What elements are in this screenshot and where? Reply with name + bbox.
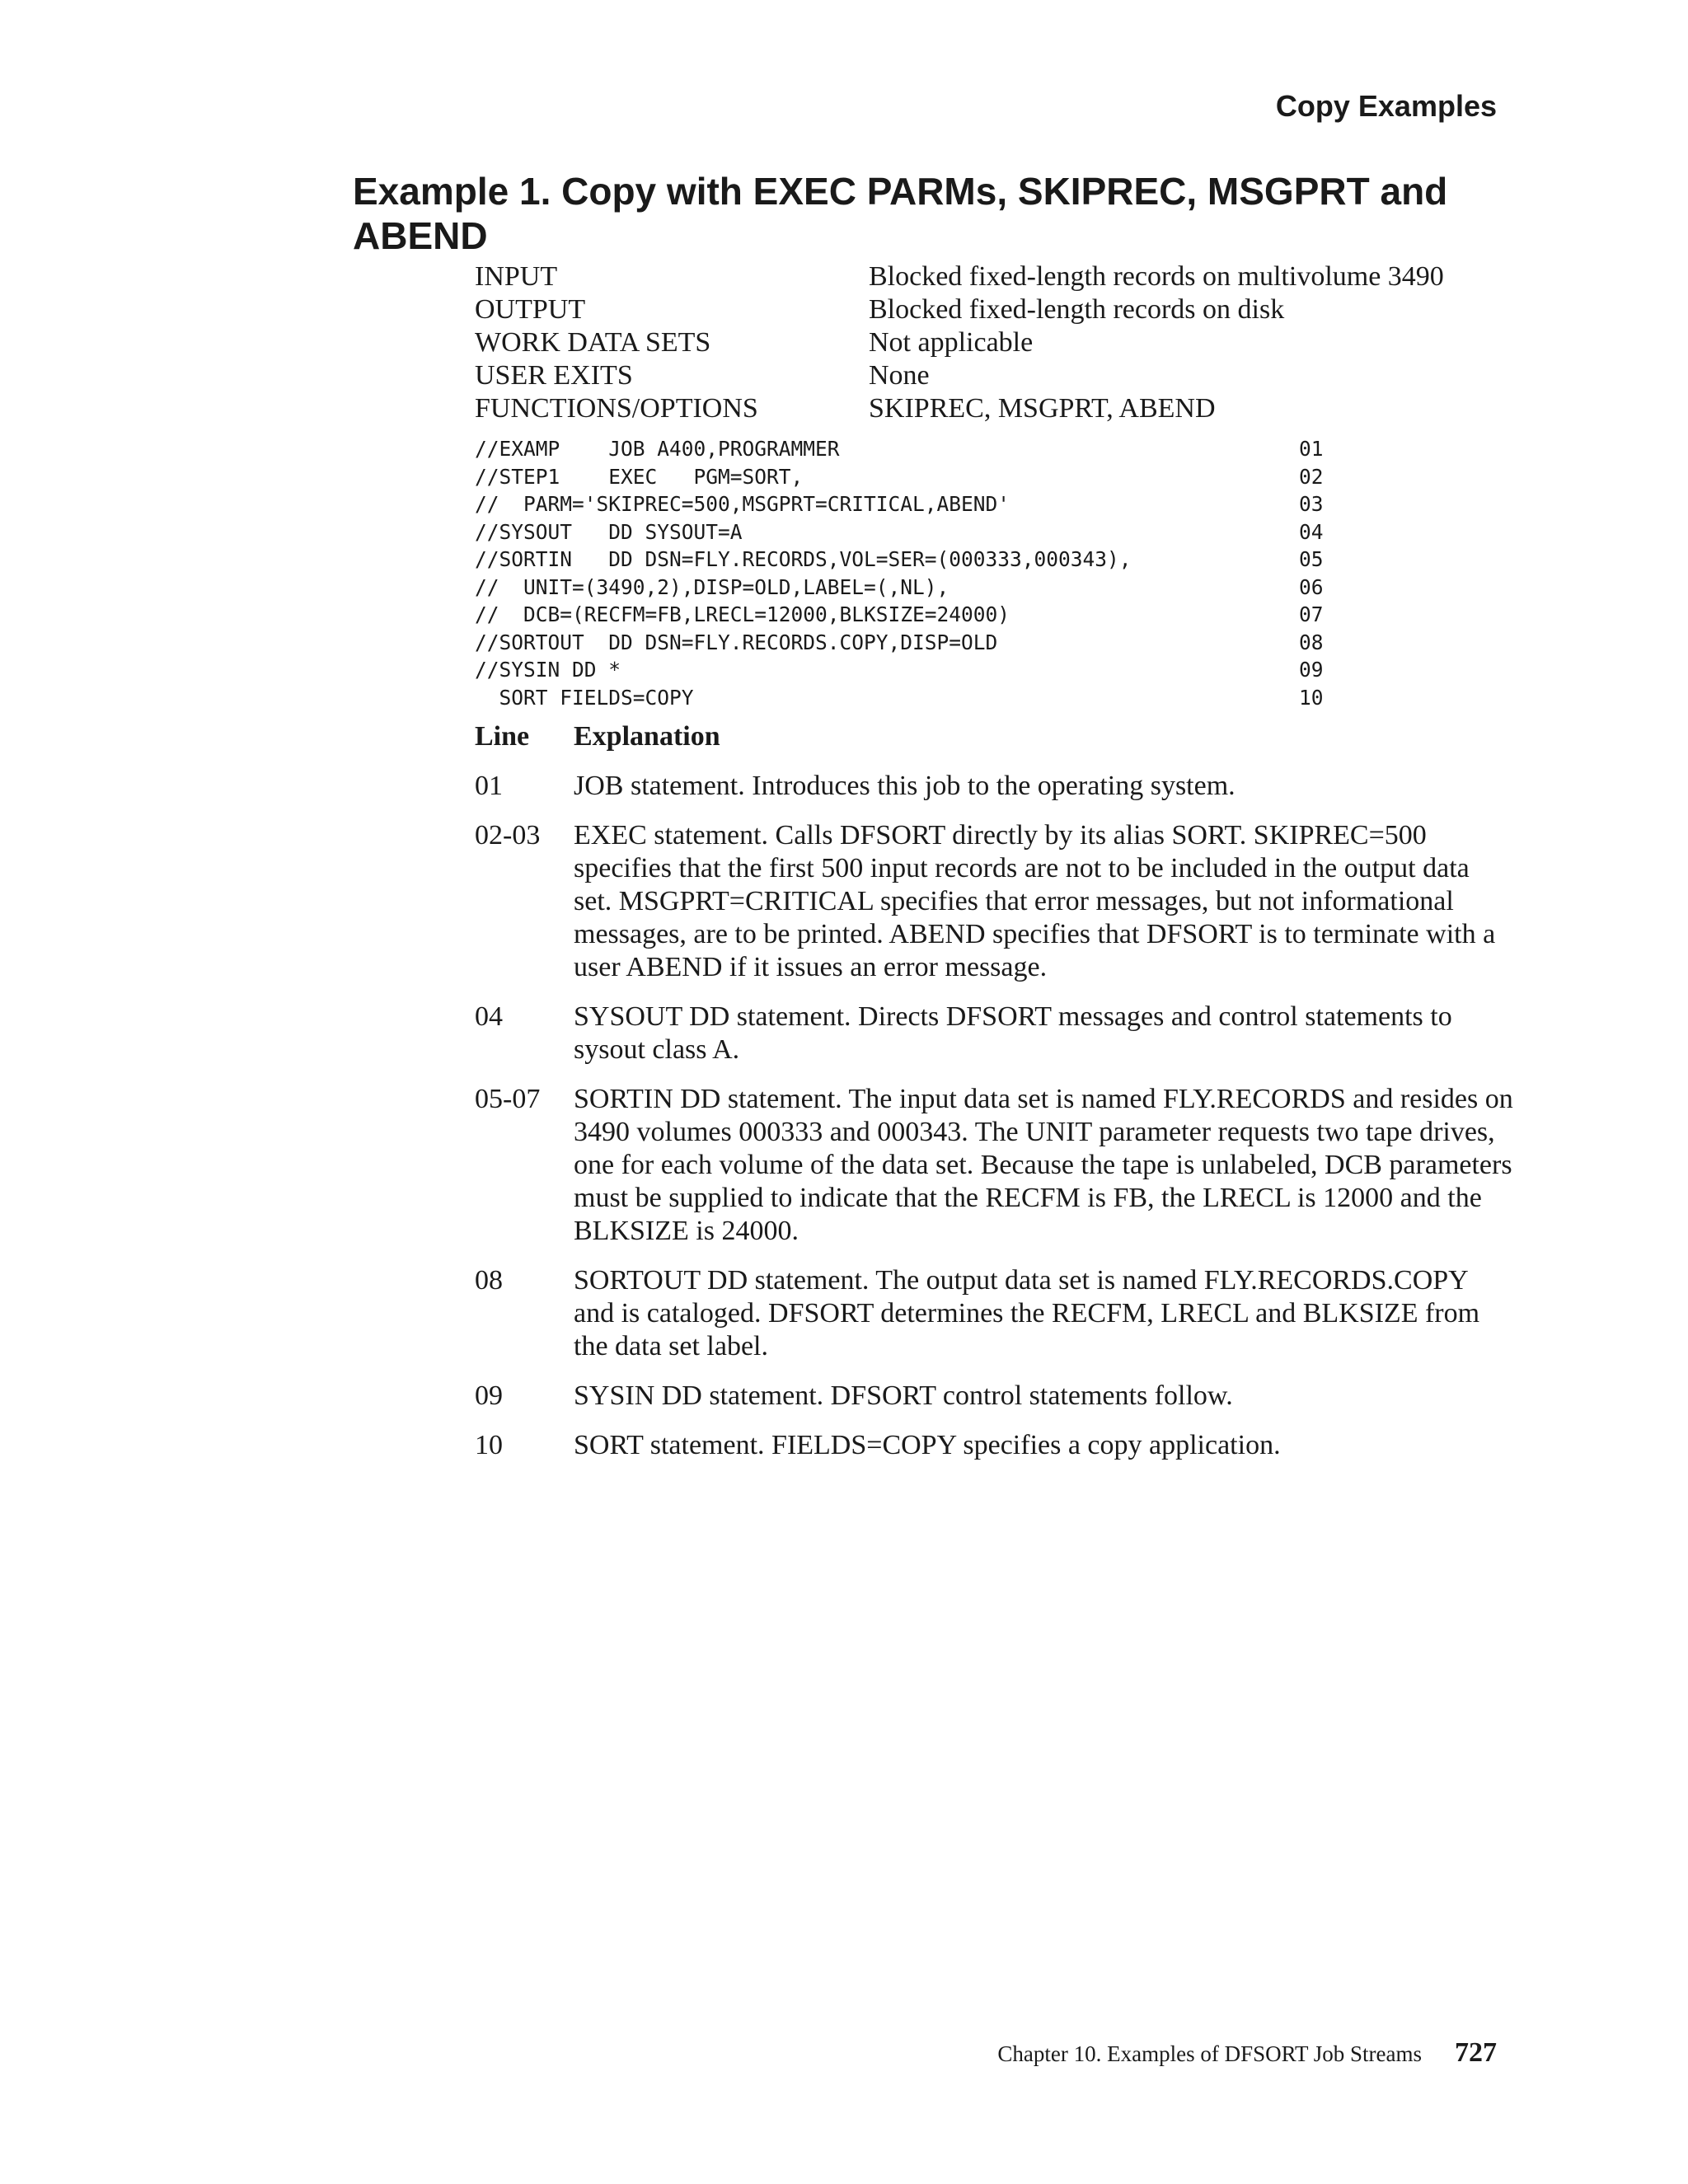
summary-row-user-exits [475,359,1444,392]
explanation-text: SYSIN DD statement. DFSORT control statements follow. [574,1380,1233,1411]
code-line [475,656,1324,684]
code-line [475,629,1324,657]
explanation-text: SORTOUT DD statement. The output data set is named FLY.RECORDS.COPY and is cataloged. DFSORT determines the RECFM, LRECL and BLKSIZE from the data set label. [574,1265,1480,1361]
explanation-table [475,720,1513,1479]
code-line-number: 06 [1299,574,1324,599]
code-text: //EXAMP JOB A400,PROGRAMMER [475,437,840,461]
summary-key: OUTPUT [475,294,586,325]
code-line [475,435,1324,463]
explanation-row [475,819,1513,984]
code-line-number: 05 [1299,547,1324,571]
summary-key: FUNCTIONS/OPTIONS [475,393,758,424]
summary-value: None [869,360,930,391]
summary-row-output [475,293,1444,326]
page-number: 727 [1455,2037,1497,2068]
header-explanation: Explanation [574,721,720,752]
code-text: //SYSOUT DD SYSOUT=A [475,519,743,544]
summary-key: USER EXITS [475,360,633,391]
code-text: // UNIT=(3490,2),DISP=OLD,LABEL=(,NL), [475,574,950,599]
summary-key: WORK DATA SETS [475,327,711,358]
explanation-row [475,770,1513,803]
summary-value: Blocked fixed-length records on disk [869,294,1285,325]
summary-value: SKIPREC, MSGPRT, ABEND [869,393,1216,424]
code-text: //SORTIN DD DSN=FLY.RECORDS,VOL=SER=(000333,000343), [475,547,1132,571]
summary-row-input [475,260,1444,293]
explanation-text: SORTIN DD statement. The input data set is named FLY.RECORDS and resides on 3490 volumes 000333 and 000343. The UNIT parameter requests two tape drives, one for each volume of the data set. Because the tape is unlabeled, DCB parameters must be supplied to indicate that the RECFM is FB, the LRECL is 12000 and the BLKSIZE is 24000. [574,1084,1513,1246]
explanation-line: 05-07 [475,1084,541,1114]
code-line-number: 07 [1299,602,1324,626]
explanation-text: EXEC statement. Calls DFSORT directly by its alias SORT. SKIPREC=500 specifies that the first 500 input records are not to be included in the output data set. MSGPRT=CRITICAL specifies that error messages, but not informational messages, are to be printed. ABEND specifies that DFSORT is to terminate with a user ABEND if it issues an error message. [574,820,1496,982]
example-title: Example 1. Copy with EXEC PARMs, SKIPREC, MSGPRT and ABEND [353,170,1448,257]
summary-row-functions-options [475,392,1444,425]
explanation-line: 10 [475,1430,503,1460]
code-line-number: 08 [1299,630,1324,654]
code-text: // DCB=(RECFM=FB,LRECL=12000,BLKSIZE=24000) [475,602,1010,626]
summary-row-work-data-sets [475,326,1444,359]
summary-value: Not applicable [869,327,1034,358]
explanation-row [475,1429,1513,1462]
code-line-number: 04 [1299,519,1324,544]
code-line [475,546,1324,574]
jcl-code-block [475,435,1324,711]
explanation-line: 02-03 [475,820,541,851]
page-footer [997,2037,1497,2069]
code-line [475,574,1324,602]
explanation-row [475,1001,1513,1066]
header-line: Line [475,721,530,752]
running-head: Copy Examples [1275,89,1497,123]
explanation-row [475,1264,1513,1363]
summary-value: Blocked fixed-length records on multivolume 3490 [869,261,1444,292]
code-line-number: 03 [1299,492,1324,516]
explanation-line: 01 [475,771,503,801]
code-line [475,518,1324,546]
code-line [475,601,1324,629]
code-text: //SORTOUT DD DSN=FLY.RECORDS.COPY,DISP=OLD [475,630,998,654]
explanation-text: SYSOUT DD statement. Directs DFSORT messages and control statements to sysout class A. [574,1001,1452,1065]
summary-key: INPUT [475,261,558,292]
footer-chapter: Chapter 10. Examples of DFSORT Job Streams [997,2041,1422,2066]
code-line [475,684,1324,712]
explanation-row [475,1083,1513,1248]
code-line-number: 02 [1299,464,1324,489]
code-text: //STEP1 EXEC PGM=SORT, [475,464,804,489]
explanation-row [475,1380,1513,1413]
code-line [475,490,1324,518]
code-text: SORT FIELDS=COPY [475,685,694,710]
explanation-line: 08 [475,1265,503,1296]
explanation-header [475,720,1513,753]
code-text: // PARM='SKIPREC=500,MSGPRT=CRITICAL,ABEND' [475,492,1010,516]
explanation-text: SORT statement. FIELDS=COPY specifies a copy application. [574,1430,1281,1460]
code-line [475,463,1324,491]
summary-table [475,260,1444,425]
explanation-text: JOB statement. Introduces this job to the operating system. [574,771,1236,801]
code-text: //SYSIN DD * [475,658,621,682]
explanation-line: 04 [475,1001,503,1032]
code-line-number: 10 [1299,685,1324,710]
code-line-number: 01 [1299,437,1324,461]
explanation-line: 09 [475,1380,503,1411]
code-line-number: 09 [1299,658,1324,682]
